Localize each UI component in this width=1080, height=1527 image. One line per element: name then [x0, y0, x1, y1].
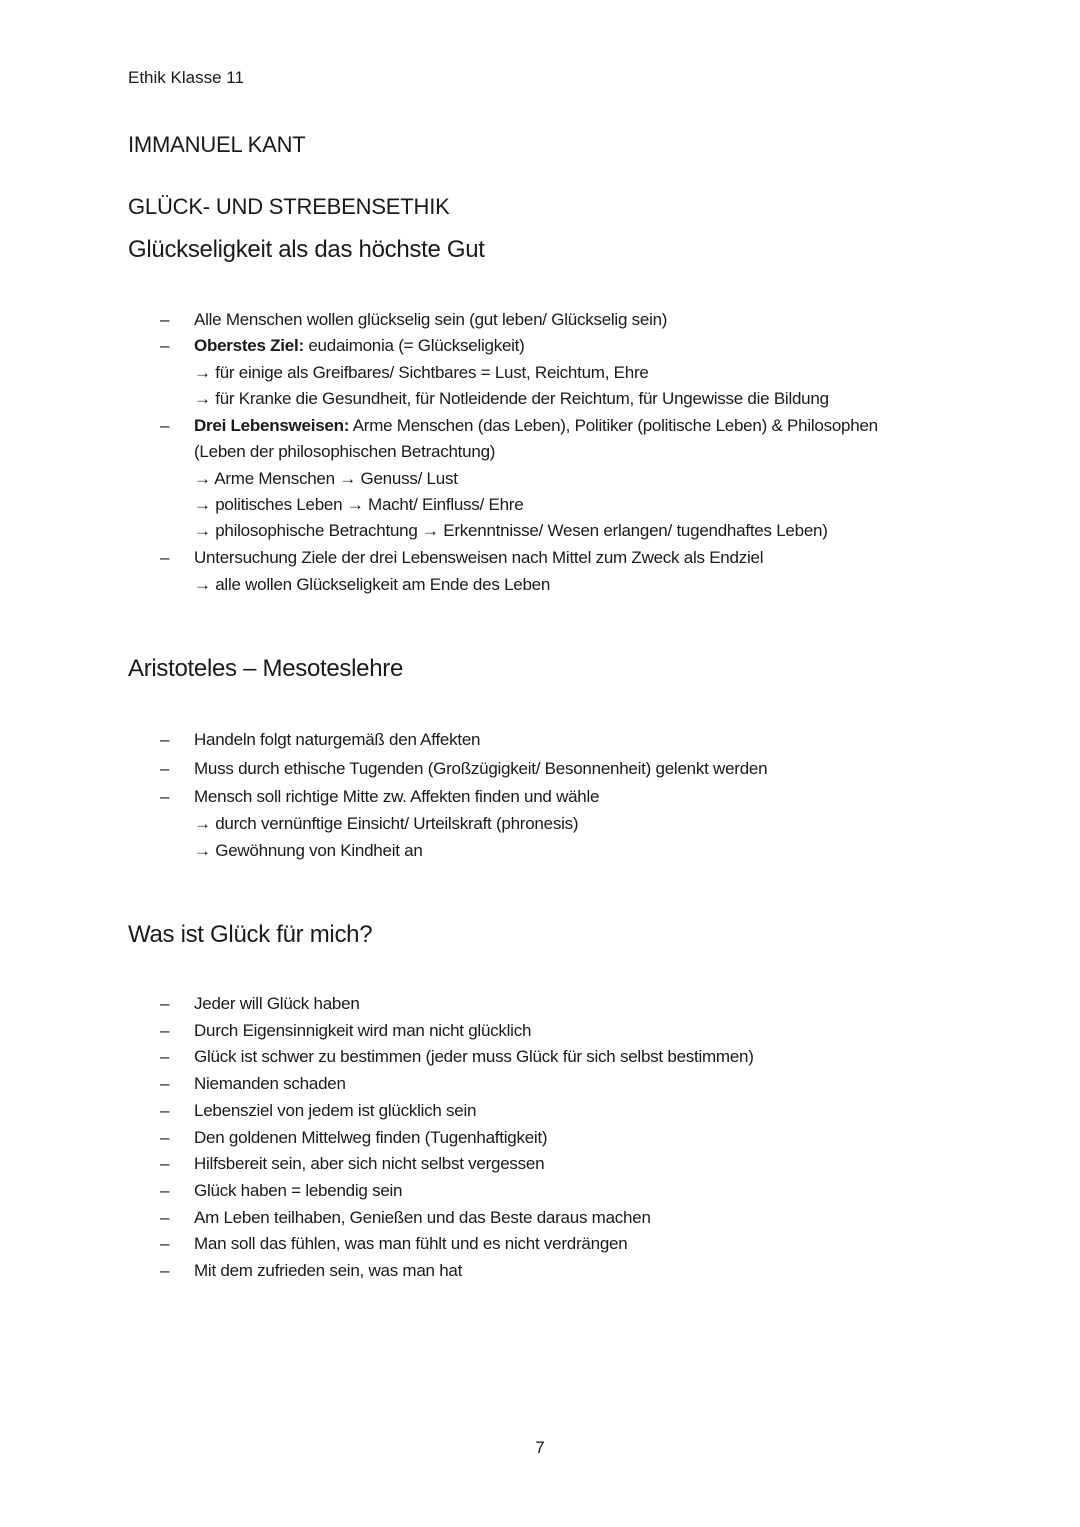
list-item-body: → Gewöhnung von Kindheit an [194, 841, 423, 860]
list-item-text [194, 758, 767, 780]
list-item-body: Mit dem zufrieden sein, was man hat [194, 1261, 463, 1280]
list-item-text [194, 1207, 651, 1229]
page-header: Ethik Klasse 11 [128, 68, 244, 87]
list-item-text [194, 1100, 476, 1122]
bullet-dash-icon: – [160, 730, 170, 749]
list-item-text [194, 415, 878, 437]
bullet-dash-icon: – [160, 1261, 170, 1280]
list-item-lead: Drei Lebensweisen: [194, 416, 350, 435]
bullet-dash-icon: – [160, 1128, 170, 1147]
list-item-body: Mensch soll richtige Mitte zw. Affekten finden und wähle [194, 787, 600, 806]
list-item-text [194, 309, 667, 331]
bullet-dash-icon: – [160, 994, 170, 1013]
list-item-text [194, 813, 578, 835]
list-item-text [194, 362, 649, 384]
list-item-body: → alle wollen Glückseligkeit am Ende des Leben [194, 575, 551, 594]
list-item-body: Handeln folgt naturgemäß den Affekten [194, 730, 481, 749]
bullet-dash-icon: – [160, 1208, 170, 1227]
list-item-text [194, 574, 550, 596]
list-item-body: → politisches Leben → Macht/ Einfluss/ Ehre [194, 495, 524, 514]
list-item-text [194, 441, 495, 463]
document-subtitle: GLÜCK- UND STREBENSETHIK [128, 194, 450, 219]
bullet-dash-icon: – [160, 310, 170, 329]
list-item-text [194, 1073, 346, 1095]
list-item-body: Man soll das fühlen, was man fühlt und es nicht verdrängen [194, 1234, 628, 1253]
list-item-body: Durch Eigensinnigkeit wird man nicht glücklich [194, 1021, 532, 1040]
list-item-body: Lebensziel von jedem ist glücklich sein [194, 1101, 477, 1120]
list-item-text [194, 547, 763, 569]
list-item-body: (Leben der philosophischen Betrachtung) [194, 442, 496, 461]
list-item-body: → für Kranke die Gesundheit, für Notleidende der Reichtum, für Ungewisse die Bildung [194, 389, 829, 408]
list-item-body: Glück ist schwer zu bestimmen (jeder muss Glück für sich selbst bestimmen) [194, 1047, 754, 1066]
list-item-body: Glück haben = lebendig sein [194, 1181, 403, 1200]
section-heading: Aristoteles – Mesoteslehre [128, 655, 403, 682]
bullet-dash-icon: – [160, 1181, 170, 1200]
list-item-text [194, 468, 458, 490]
list-item-text [194, 1233, 627, 1255]
list-item-body: → philosophische Betrachtung → Erkenntnisse/ Wesen erlangen/ tugendhaftes Leben) [194, 521, 828, 540]
bullet-dash-icon: – [160, 1154, 170, 1173]
list-item-body: Den goldenen Mittelweg finden (Tugenhaftigkeit) [194, 1128, 548, 1147]
list-item-text [194, 1020, 531, 1042]
list-item-text [194, 840, 423, 862]
section-heading: Glückseligkeit als das höchste Gut [128, 236, 485, 263]
section-heading: Was ist Glück für mich? [128, 921, 373, 948]
bullet-dash-icon: – [160, 416, 170, 435]
bullet-dash-icon: – [160, 787, 170, 806]
list-item-text [194, 520, 828, 542]
list-item-text [194, 1127, 547, 1149]
bullet-dash-icon: – [160, 1021, 170, 1040]
bullet-dash-icon: – [160, 1047, 170, 1066]
list-item-text [194, 1153, 544, 1175]
bullet-dash-icon: – [160, 1101, 170, 1120]
list-item-text [194, 1260, 462, 1282]
list-item-body: Arme Menschen (das Leben), Politiker (politische Leben) & Philosophen [349, 416, 878, 435]
list-item-text [194, 993, 360, 1015]
bullet-dash-icon: – [160, 1234, 170, 1253]
list-item-body: Untersuchung Ziele der drei Lebensweisen nach Mittel zum Zweck als Endziel [194, 548, 764, 567]
list-item-body: Alle Menschen wollen glückselig sein (gut leben/ Glückselig sein) [194, 310, 668, 329]
list-item-text [194, 494, 523, 516]
bullet-dash-icon: – [160, 548, 170, 567]
page-number: 7 [535, 1438, 545, 1457]
list-item-body: Am Leben teilhaben, Genießen und das Beste daraus machen [194, 1208, 651, 1227]
document-title: IMMANUEL KANT [128, 132, 306, 157]
list-item-body: → Arme Menschen → Genuss/ Lust [194, 469, 458, 488]
list-item-text [194, 1180, 402, 1202]
bullet-dash-icon: – [160, 336, 170, 355]
list-item-body: → durch vernünftige Einsicht/ Urteilskraft (phronesis) [194, 814, 579, 833]
list-item-text [194, 388, 829, 410]
list-item-body: → für einige als Greifbares/ Sichtbares = Lust, Reichtum, Ehre [194, 363, 649, 382]
list-item-lead: Oberstes Ziel: [194, 336, 304, 355]
bullet-dash-icon: – [160, 1074, 170, 1093]
list-item-body: Jeder will Glück haben [194, 994, 360, 1013]
list-item-body: Muss durch ethische Tugenden (Großzügigkeit/ Besonnenheit) gelenkt werden [194, 759, 768, 778]
list-item-text [194, 729, 480, 751]
list-item-text [194, 335, 525, 357]
list-item-body: Hilfsbereit sein, aber sich nicht selbst vergessen [194, 1154, 545, 1173]
list-item-body: eudaimonia (= Glückseligkeit) [303, 336, 525, 355]
list-item-text [194, 1046, 754, 1068]
list-item-body: Niemanden schaden [194, 1074, 346, 1093]
bullet-dash-icon: – [160, 759, 170, 778]
list-item-text [194, 786, 599, 808]
